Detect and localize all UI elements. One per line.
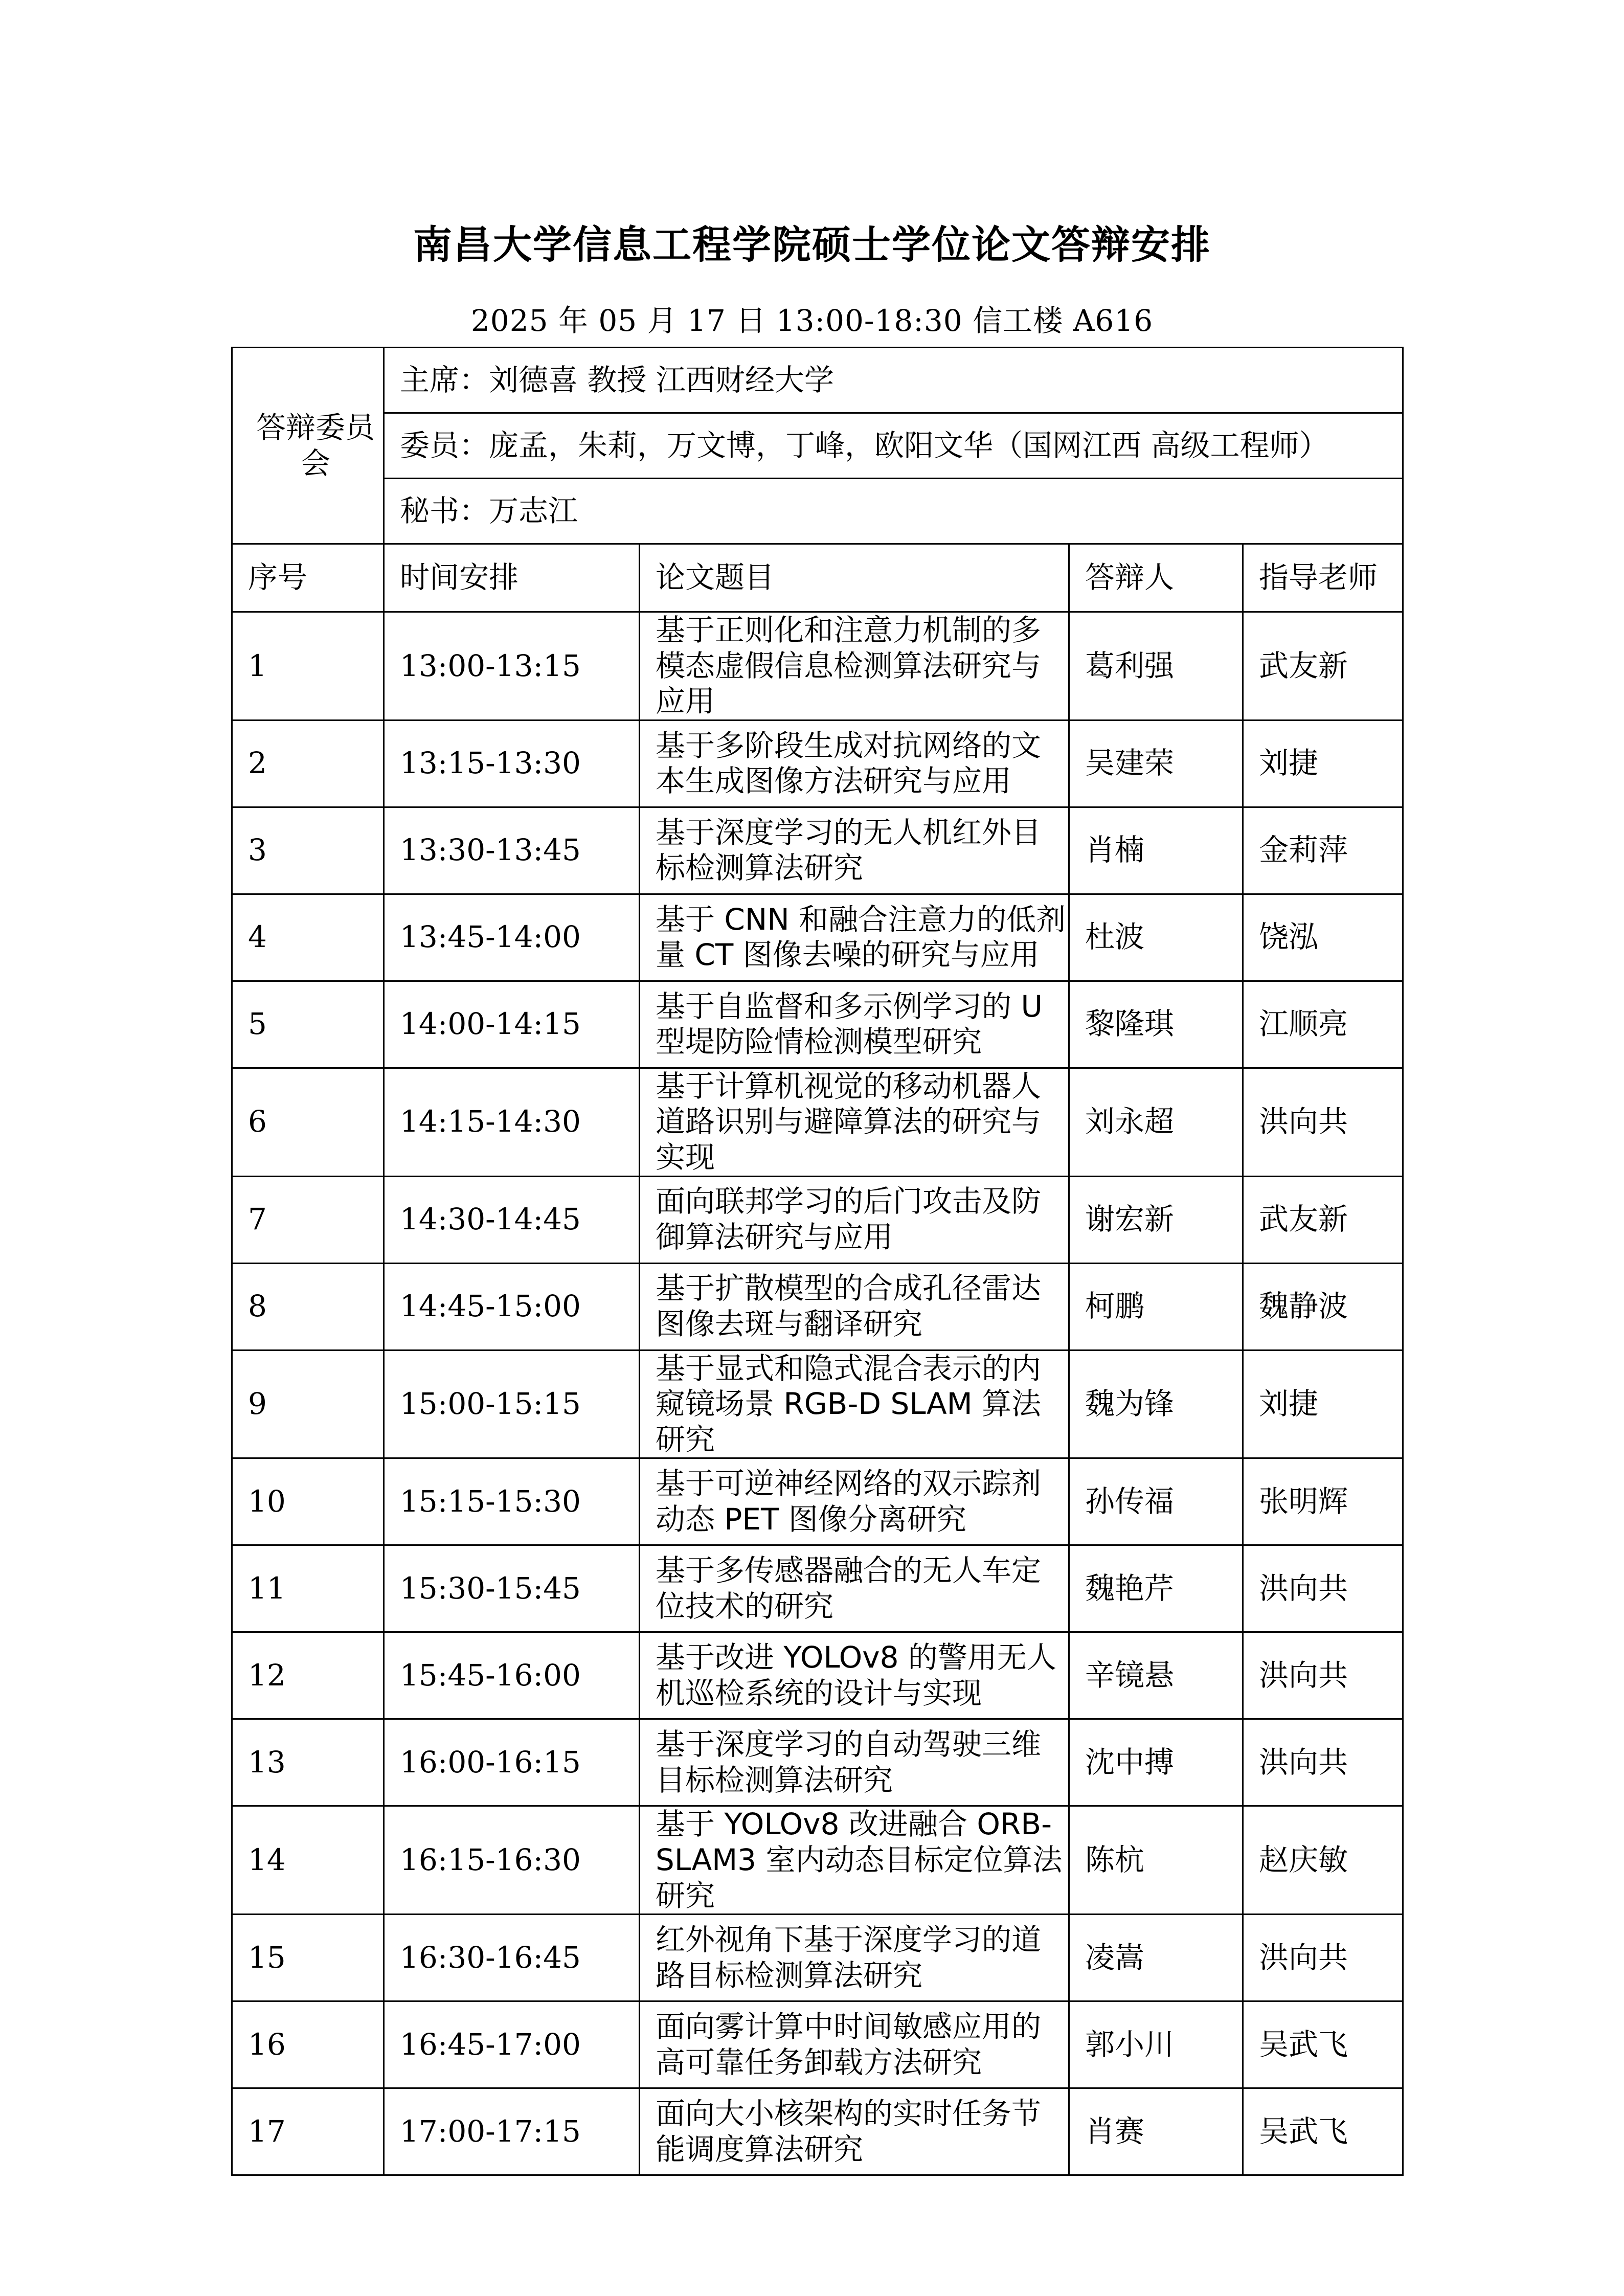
row-student: 吴建荣 bbox=[1069, 720, 1243, 807]
committee-label: 答辩委员会 bbox=[232, 348, 384, 544]
committee-secretary: 秘书：万志江 bbox=[384, 479, 1403, 544]
row-time-slot: 16:15-16:30 bbox=[384, 1806, 640, 1915]
row-time-slot: 13:15-13:30 bbox=[384, 720, 640, 807]
row-thesis-title: 基于 YOLOv8 改进融合 ORB-SLAM3 室内动态目标定位算法研究 bbox=[640, 1806, 1069, 1915]
row-number: 9 bbox=[232, 1350, 384, 1458]
table-row bbox=[232, 1458, 1403, 1545]
row-time-slot: 15:15-15:30 bbox=[384, 1458, 640, 1545]
table-row bbox=[232, 1350, 1403, 1458]
table-row bbox=[232, 1263, 1403, 1350]
row-advisor: 魏静波 bbox=[1243, 1263, 1403, 1350]
row-time-slot: 15:30-15:45 bbox=[384, 1545, 640, 1632]
row-number: 14 bbox=[232, 1806, 384, 1915]
committee-chair-row bbox=[232, 348, 1403, 413]
row-advisor: 赵庆敏 bbox=[1243, 1806, 1403, 1915]
row-student: 魏为锋 bbox=[1069, 1350, 1243, 1458]
row-advisor: 武友新 bbox=[1243, 612, 1403, 721]
row-thesis-title: 面向大小核架构的实时任务节能调度算法研究 bbox=[640, 2088, 1069, 2175]
row-time-slot: 16:30-16:45 bbox=[384, 1915, 640, 2001]
row-advisor: 吴武飞 bbox=[1243, 2088, 1403, 2175]
row-student: 陈杭 bbox=[1069, 1806, 1243, 1915]
row-number: 2 bbox=[232, 720, 384, 807]
row-advisor: 武友新 bbox=[1243, 1176, 1403, 1263]
table-row bbox=[232, 2088, 1403, 2175]
row-student: 刘永超 bbox=[1069, 1068, 1243, 1176]
row-thesis-title: 基于深度学习的无人机红外目标检测算法研究 bbox=[640, 807, 1069, 894]
row-time-slot: 13:00-13:15 bbox=[384, 612, 640, 721]
row-number: 11 bbox=[232, 1545, 384, 1632]
row-time-slot: 14:30-14:45 bbox=[384, 1176, 640, 1263]
row-time-slot: 17:00-17:15 bbox=[384, 2088, 640, 2175]
row-student: 凌嵩 bbox=[1069, 1915, 1243, 2001]
table-row bbox=[232, 612, 1403, 721]
row-number: 5 bbox=[232, 981, 384, 1068]
row-student: 魏艳芹 bbox=[1069, 1545, 1243, 1632]
row-student: 黎隆琪 bbox=[1069, 981, 1243, 1068]
row-advisor: 金莉萍 bbox=[1243, 807, 1403, 894]
row-advisor: 饶泓 bbox=[1243, 894, 1403, 981]
row-advisor: 洪向共 bbox=[1243, 1632, 1403, 1719]
table-row bbox=[232, 2001, 1403, 2088]
row-advisor: 江顺亮 bbox=[1243, 981, 1403, 1068]
row-student: 郭小川 bbox=[1069, 2001, 1243, 2088]
page-title: 南昌大学信息工程学院硕士学位论文答辩安排 bbox=[413, 222, 1211, 267]
row-time-slot: 13:30-13:45 bbox=[384, 807, 640, 894]
table-row bbox=[232, 1806, 1403, 1915]
defense-schedule-table bbox=[231, 347, 1404, 2176]
row-number: 17 bbox=[232, 2088, 384, 2175]
row-student: 肖楠 bbox=[1069, 807, 1243, 894]
row-advisor: 刘捷 bbox=[1243, 1350, 1403, 1458]
row-student: 沈中搏 bbox=[1069, 1719, 1243, 1806]
row-student: 葛利强 bbox=[1069, 612, 1243, 721]
column-header-student: 答辩人 bbox=[1069, 544, 1243, 612]
row-advisor: 洪向共 bbox=[1243, 1068, 1403, 1176]
row-student: 杜波 bbox=[1069, 894, 1243, 981]
row-student: 孙传福 bbox=[1069, 1458, 1243, 1545]
row-time-slot: 13:45-14:00 bbox=[384, 894, 640, 981]
column-header-time: 时间安排 bbox=[384, 544, 640, 612]
row-thesis-title: 基于计算机视觉的移动机器人道路识别与避障算法的研究与实现 bbox=[640, 1068, 1069, 1176]
column-header-title: 论文题目 bbox=[640, 544, 1069, 612]
row-advisor: 刘捷 bbox=[1243, 720, 1403, 807]
column-header-no: 序号 bbox=[232, 544, 384, 612]
row-advisor: 洪向共 bbox=[1243, 1545, 1403, 1632]
row-time-slot: 16:45-17:00 bbox=[384, 2001, 640, 2088]
row-thesis-title: 基于显式和隐式混合表示的内窥镜场景 RGB-D SLAM 算法研究 bbox=[640, 1350, 1069, 1458]
row-time-slot: 15:45-16:00 bbox=[384, 1632, 640, 1719]
table-header-row bbox=[232, 544, 1403, 612]
row-number: 7 bbox=[232, 1176, 384, 1263]
committee-members-row bbox=[232, 413, 1403, 479]
row-advisor: 洪向共 bbox=[1243, 1915, 1403, 2001]
row-thesis-title: 基于可逆神经网络的双示踪剂动态 PET 图像分离研究 bbox=[640, 1458, 1069, 1545]
row-thesis-title: 红外视角下基于深度学习的道路目标检测算法研究 bbox=[640, 1915, 1069, 2001]
row-thesis-title: 基于自监督和多示例学习的 U 型堤防险情检测模型研究 bbox=[640, 981, 1069, 1068]
row-time-slot: 14:45-15:00 bbox=[384, 1263, 640, 1350]
table-row bbox=[232, 1176, 1403, 1263]
table-row bbox=[232, 1545, 1403, 1632]
table-row bbox=[232, 981, 1403, 1068]
row-number: 8 bbox=[232, 1263, 384, 1350]
row-student: 柯鹏 bbox=[1069, 1263, 1243, 1350]
row-number: 3 bbox=[232, 807, 384, 894]
row-advisor: 吴武飞 bbox=[1243, 2001, 1403, 2088]
row-thesis-title: 基于改进 YOLOv8 的警用无人机巡检系统的设计与实现 bbox=[640, 1632, 1069, 1719]
row-number: 6 bbox=[232, 1068, 384, 1176]
row-thesis-title: 基于 CNN 和融合注意力的低剂量 CT 图像去噪的研究与应用 bbox=[640, 894, 1069, 981]
table-row bbox=[232, 1719, 1403, 1806]
table-row bbox=[232, 894, 1403, 981]
table-row bbox=[232, 807, 1403, 894]
row-advisor: 张明辉 bbox=[1243, 1458, 1403, 1545]
row-thesis-title: 基于正则化和注意力机制的多模态虚假信息检测算法研究与应用 bbox=[640, 612, 1069, 721]
row-advisor: 洪向共 bbox=[1243, 1719, 1403, 1806]
row-thesis-title: 基于多阶段生成对抗网络的文本生成图像方法研究与应用 bbox=[640, 720, 1069, 807]
row-thesis-title: 基于多传感器融合的无人车定位技术的研究 bbox=[640, 1545, 1069, 1632]
row-thesis-title: 基于深度学习的自动驾驶三维目标检测算法研究 bbox=[640, 1719, 1069, 1806]
schedule-datetime-location: 2025 年 05 月 17 日 13:00-18:30 信工楼 A616 bbox=[470, 303, 1154, 338]
row-student: 肖赛 bbox=[1069, 2088, 1243, 2175]
row-student: 辛镜悬 bbox=[1069, 1632, 1243, 1719]
row-number: 4 bbox=[232, 894, 384, 981]
row-number: 15 bbox=[232, 1915, 384, 2001]
committee-members: 委员：庞孟，朱莉，万文博，丁峰，欧阳文华（国网江西 高级工程师） bbox=[384, 413, 1403, 479]
column-header-advisor: 指导老师 bbox=[1243, 544, 1403, 612]
row-number: 13 bbox=[232, 1719, 384, 1806]
row-time-slot: 14:15-14:30 bbox=[384, 1068, 640, 1176]
row-thesis-title: 基于扩散模型的合成孔径雷达图像去斑与翻译研究 bbox=[640, 1263, 1069, 1350]
row-time-slot: 16:00-16:15 bbox=[384, 1719, 640, 1806]
row-thesis-title: 面向联邦学习的后门攻击及防御算法研究与应用 bbox=[640, 1176, 1069, 1263]
row-student: 谢宏新 bbox=[1069, 1176, 1243, 1263]
row-number: 16 bbox=[232, 2001, 384, 2088]
row-thesis-title: 面向雾计算中时间敏感应用的高可靠任务卸载方法研究 bbox=[640, 2001, 1069, 2088]
table-row bbox=[232, 1068, 1403, 1176]
row-number: 1 bbox=[232, 612, 384, 721]
row-time-slot: 15:00-15:15 bbox=[384, 1350, 640, 1458]
table-row bbox=[232, 720, 1403, 807]
committee-chair: 主席：刘德喜 教授 江西财经大学 bbox=[384, 348, 1403, 413]
row-time-slot: 14:00-14:15 bbox=[384, 981, 640, 1068]
table-row bbox=[232, 1915, 1403, 2001]
table-row bbox=[232, 1632, 1403, 1719]
row-number: 10 bbox=[232, 1458, 384, 1545]
committee-secretary-row bbox=[232, 479, 1403, 544]
row-number: 12 bbox=[232, 1632, 384, 1719]
